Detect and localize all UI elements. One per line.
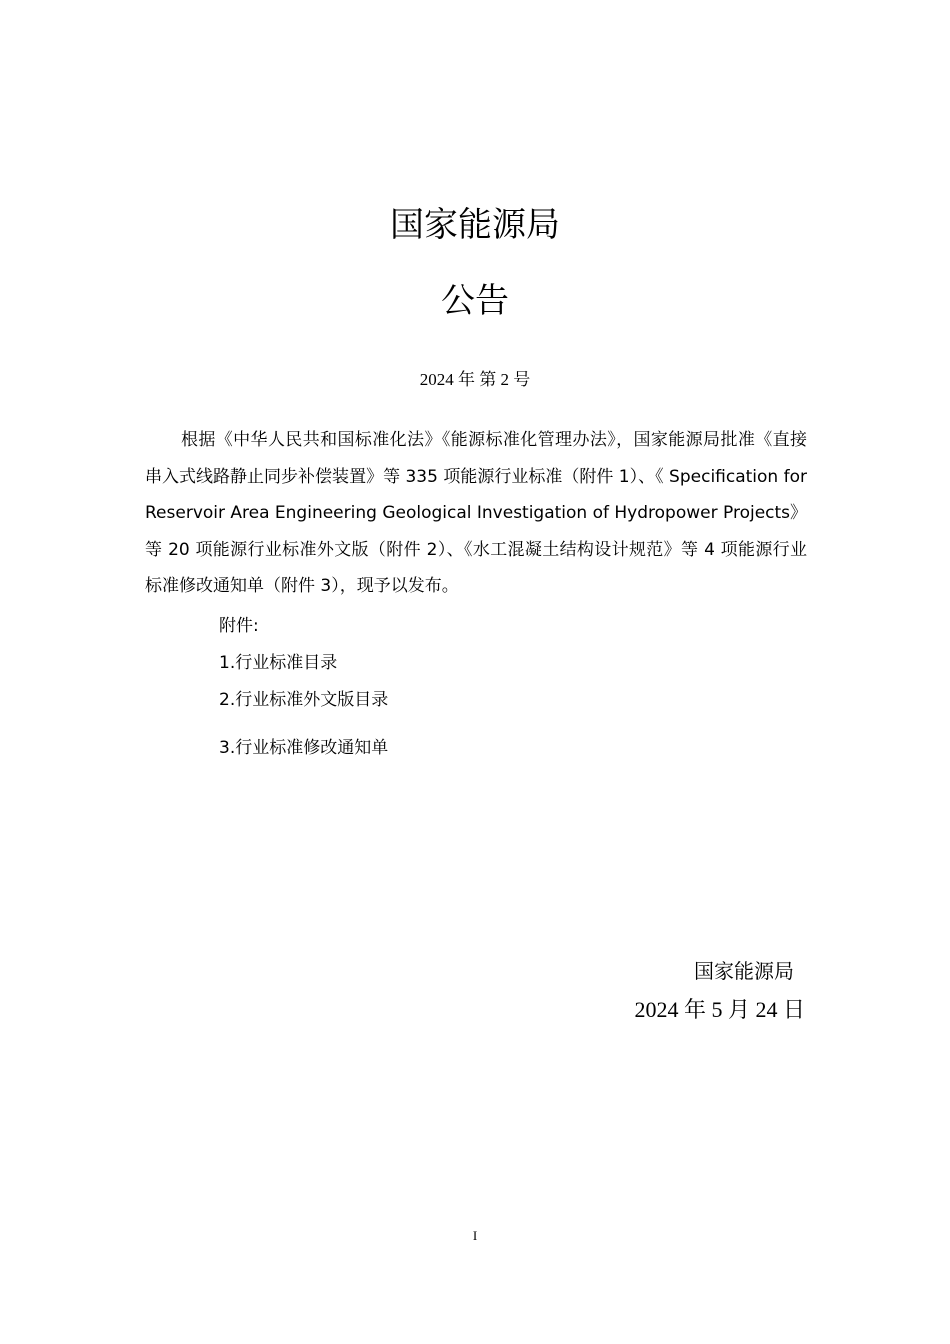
attachments-heading: 附件: xyxy=(219,616,259,636)
page-number: I xyxy=(472,1228,478,1243)
agency-title: 国家能源局 xyxy=(390,205,560,245)
signature-agency: 国家能源局 xyxy=(694,959,794,983)
issue-number: 2024 年 第 2 号 xyxy=(419,370,531,389)
announcement-body: 根据《中华人民共和国标准化法》《能源标准化管理办法》，国家能源局批准《直接串入式线路静止同步补偿装置》等 335 项能源行业标准（附件 1）、《 Specification for Reservoir Area Engineering Geological Investigation of Hydropower Projects》等 20 项能源行业标准外文版（附件 2）、《水工混凝土结构设计规范》等 4 项能源行业标准修改通知单（附件 3），现予以发布。 xyxy=(145,430,808,597)
notice-title: 公告 xyxy=(441,281,509,321)
attachment-item: 3.行业标准修改通知单 xyxy=(219,738,389,758)
attachment-item: 2.行业标准外文版目录 xyxy=(219,690,389,710)
attachment-item: 1.行业标准目录 xyxy=(219,653,338,673)
signature-date: 2024 年 5 月 24 日 xyxy=(634,997,805,1022)
